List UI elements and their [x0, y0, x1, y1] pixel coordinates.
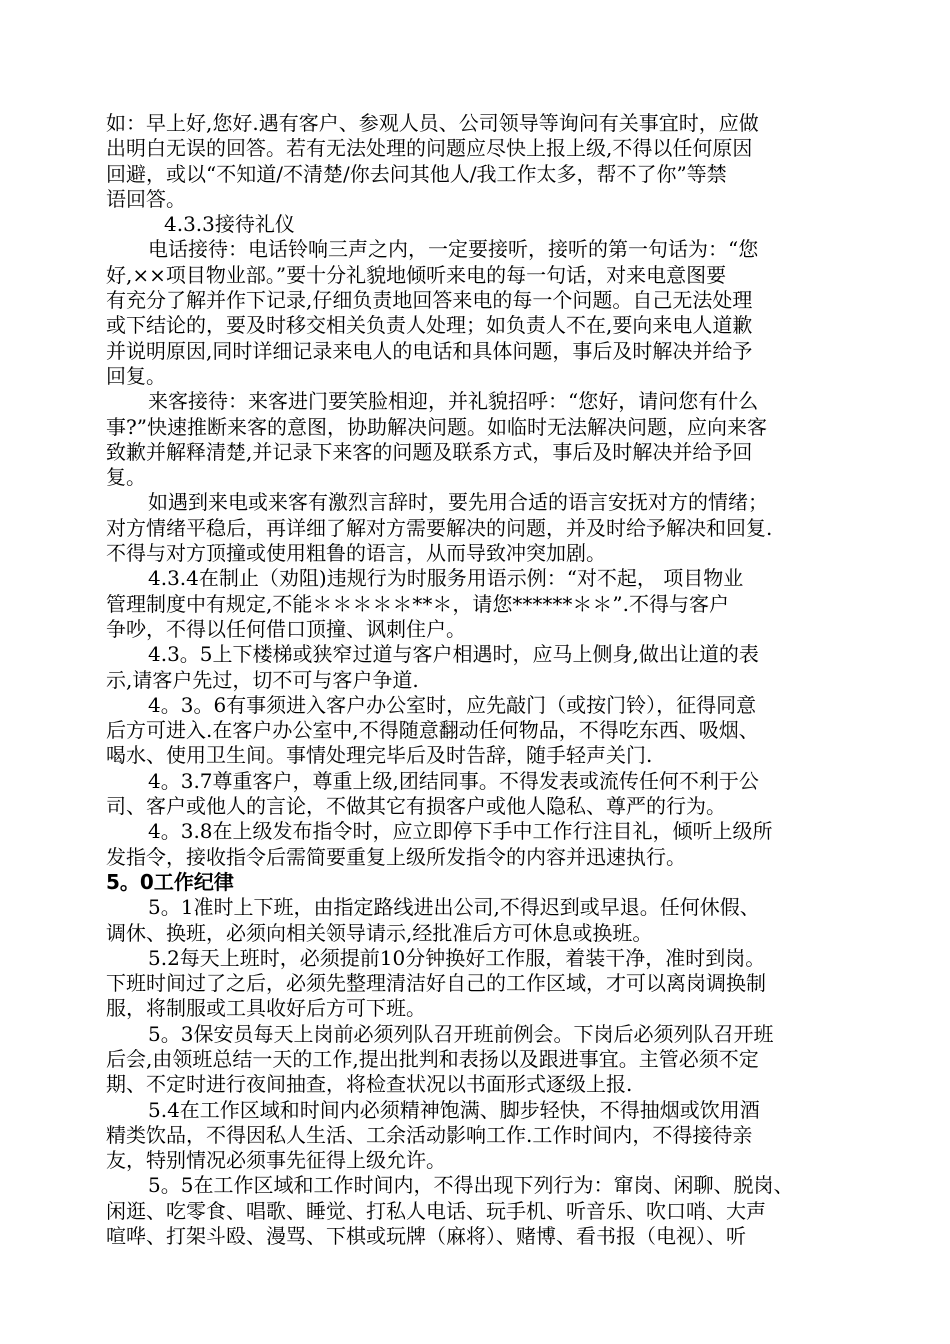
text-line: 喝水、使用卫生间。事情处理完毕后及时告辞，随手轻声关门.	[106, 743, 653, 768]
text-line: 争吵，不得以任何借口顶撞、讽刺住户。	[106, 616, 466, 641]
text-line: 并说明原因,同时详细记录来电人的电话和具体问题，事后及时解决并给予	[106, 338, 753, 363]
text-line: 后方可进入.在客户办公室中,不得随意翻动任何物品，不得吃东西、吸烟、	[106, 718, 759, 743]
text-line: 示,请客户先过，切不可与客户争道.	[106, 667, 419, 692]
text-line: 回避，或以“不知道/不清楚/你去问其他人/我工作太多，帮不了你”等禁	[106, 161, 727, 186]
text-line: 5.2每天上班时，必须提前10分钟换好工作服，着装干净，准时到岗。	[148, 945, 766, 970]
document-body	[106, 111, 848, 1249]
text-line: 有充分了解并作下记录,仔细负责地回答来电的每一个问题。自己无法处理	[106, 288, 753, 313]
text-line: 5。3保安员每天上岗前必须列队召开班前例会。下岗后必须列队召开班	[148, 1021, 774, 1046]
text-line: 出明白无误的回答。若有无法处理的问题应尽快上报上级,不得以任何原因	[106, 136, 753, 161]
text-line: 语回答。	[106, 186, 186, 211]
text-line: 管理制度中有规定,不能＊＊＊＊＊**＊，请您******＊＊”.不得与客户	[106, 591, 729, 616]
text-line: 5.4在工作区域和时间内必须精神饱满、脚步轻快，不得抽烟或饮用酒	[148, 1097, 760, 1122]
text-line: 精类饮品，不得因私人生活、工余活动影响工作.工作时间内，不得接待亲	[106, 1122, 753, 1147]
text-line: 或下结论的，要及时移交相关负责人处理；如负责人不在,要向来电人道歉	[106, 313, 753, 338]
text-line: 好,××项目物业部。”要十分礼貌地倾听来电的每一句话，对来电意图要	[106, 262, 727, 287]
text-line: 4。3.8在上级发布指令时，应立即停下手中工作行注目礼，倾听上级所	[148, 819, 773, 844]
text-line: 5。5在工作区域和工作时间内，不得出现下列行为：窜岗、闲聊、脱岗、	[148, 1173, 794, 1198]
text-line: 4.3.4在制止（劝阻)违规行为时服务用语示例：“对不起， 项目物业	[148, 566, 744, 591]
text-line: 来客接待：来客进门要笑脸相迎，并礼貌招呼：“您好，请问您有什么	[148, 389, 759, 414]
text-line: 服，将制服或工具收好后方可下班。	[106, 996, 426, 1021]
text-line: 电话接待：电话铃响三声之内，一定要接听，接听的第一句话为：“您	[148, 237, 759, 262]
text-line: 5。1准时上下班，由指定路线进出公司,不得迟到或早退。任何休假、	[148, 895, 760, 920]
text-line: 司、客户或他人的言论，不做其它有损客户或他人隐私、尊严的行为。	[106, 794, 726, 819]
text-line: 4。3.7尊重客户，尊重上级,团结同事。不得发表或流传任何不利于公	[148, 768, 759, 793]
text-line: 下班时间过了之后，必须先整理清洁好自己的工作区域，才可以离岗调换制	[106, 971, 766, 996]
text-line: 闲逛、吃零食、唱歌、睡觉、打私人电话、玩手机、听音乐、吹口哨、大声	[106, 1198, 766, 1223]
text-line: 如：早上好,您好.遇有客户、参观人员、公司领导等询问有关事宜时，应做	[106, 111, 759, 135]
text-line: 友，特别情况必须事先征得上级允许。	[106, 1148, 446, 1173]
text-line: 4。3。6有事须进入客户办公室时，应先敲门（或按门铃），征得同意	[148, 692, 757, 717]
section-heading: 5。0工作纪律	[106, 869, 234, 894]
text-line: 回复。	[106, 363, 166, 388]
text-line: 4.3。5上下楼梯或狭窄过道与客户相遇时，应马上侧身,做出让道的表	[148, 642, 759, 667]
text-line: 喧哗、打架斗殴、漫骂、下棋或玩牌（麻将）、赌博、看书报（电视）、听	[106, 1224, 746, 1249]
text-line: 后会,由领班总结一天的工作,提出批判和表扬以及跟进事宜。主管必须不定	[106, 1046, 759, 1071]
text-line: 事?”快速推断来客的意图，协助解决问题。如临时无法解决问题，应向来客	[106, 414, 767, 439]
text-line: 发指令，接收指令后需简要重复上级所发指令的内容并迅速执行。	[106, 844, 686, 869]
text-line: 不得与对方顶撞或使用粗鲁的语言，从而导致冲突加剧。	[106, 541, 606, 566]
text-line: 调休、换班，必须向相关领导请示,经批准后方可休息或换班。	[106, 920, 653, 945]
text-line: 致歉并解释清楚,并记录下来客的问题及联系方式，事后及时解决并给予回	[106, 439, 753, 464]
text-line: 如遇到来电或来客有激烈言辞时，要先用合适的语言安抚对方的情绪；	[148, 490, 768, 515]
text-line: 对方情绪平稳后，再详细了解对方需要解决的问题，并及时给予解决和回复.	[106, 515, 773, 540]
text-line: 复。	[106, 465, 146, 490]
text-line: 4.3.3接待礼仪	[164, 212, 295, 237]
text-line: 期、不定时进行夜间抽查，将检查状况以书面形式逐级上报.	[106, 1072, 633, 1097]
